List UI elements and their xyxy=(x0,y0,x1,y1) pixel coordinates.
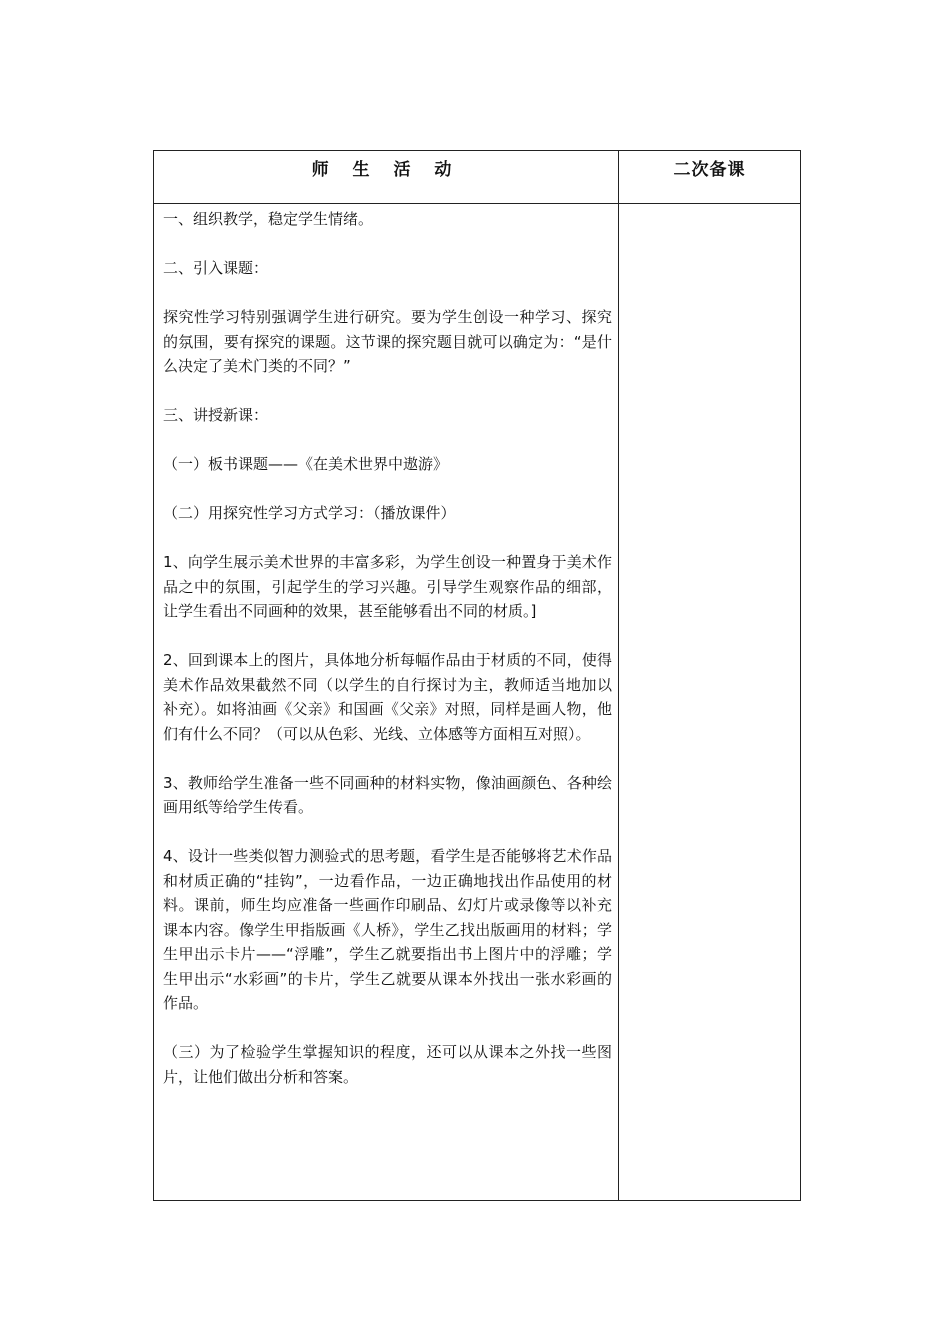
header-second-preparation: 二次备课 xyxy=(673,160,746,180)
lesson-plan-table xyxy=(153,150,801,1201)
paragraph-new-lesson-heading: 三、讲授新课： xyxy=(163,406,269,424)
paragraph-inquiry-method: （二）用探究性学习方式学习：（播放课件） xyxy=(163,504,456,522)
paragraph-board-title: （一）板书课题——《在美术世界中遨游》 xyxy=(163,455,449,473)
paragraph-organize-teaching: 一、组织教学，稳定学生情绪。 xyxy=(163,210,374,228)
header-teacher-student-activity: 师 生 活 动 xyxy=(311,160,461,180)
activity-content-cell xyxy=(163,207,612,1114)
paragraph-step-4: 4、设计一些类似智力测验式的思考题，看学生是否能够将艺术作品和材质正确的“挂钩”，一边看作品，一边正确地找出作品使用的材料。课前，师生均应准备一些画作印刷品、幻灯片或录像等以补充课本内容。像学生甲指版画《人桥》，学生乙找出版画用的材料；学生甲出示卡片——“浮雕”，学生乙就要指出书上图片中的浮雕；学生甲出示“水彩画”的卡片，学生乙就要从课本外找出一张水彩画的作品。 xyxy=(163,847,612,1012)
second-preparation-cell xyxy=(619,204,800,1200)
paragraph-step-1: 1、向学生展示美术世界的丰富多彩，为学生创设一种置身于美术作品之中的氛围，引起学生的学习兴趣。引导学生观察作品的细部，让学生看出不同画种的效果，甚至能够看出不同的材质。] xyxy=(163,553,612,620)
paragraph-introduce-topic-heading: 二、引入课题： xyxy=(163,259,269,277)
paragraph-step-3: 3、教师给学生准备一些不同画种的材料实物，像油画颜色、各种绘画用纸等给学生传看。 xyxy=(163,773,612,816)
table-header-row xyxy=(154,151,800,204)
paragraph-step-2: 2、回到课本上的图片，具体地分析每幅作品由于材质的不同，使得美术作品效果截然不同（以学生的自行探讨为主，教师适当地加以补充）。如将油画《父亲》和国画《父亲》对照，同样是画人物，他们有什么不同？（可以从色彩、光线、立体感等方面相互对照）。 xyxy=(163,651,612,743)
paragraph-inquiry-learning: 探究性学习特别强调学生进行研究。要为学生创设一种学习、探究的氛围，要有探究的课题。这节课的探究题目就可以确定为：“是什么决定了美术门类的不同？” xyxy=(163,308,612,375)
paragraph-knowledge-check: （三）为了检验学生掌握知识的程度，还可以从课本之外找一些图片，让他们做出分析和答案。 xyxy=(163,1043,612,1086)
